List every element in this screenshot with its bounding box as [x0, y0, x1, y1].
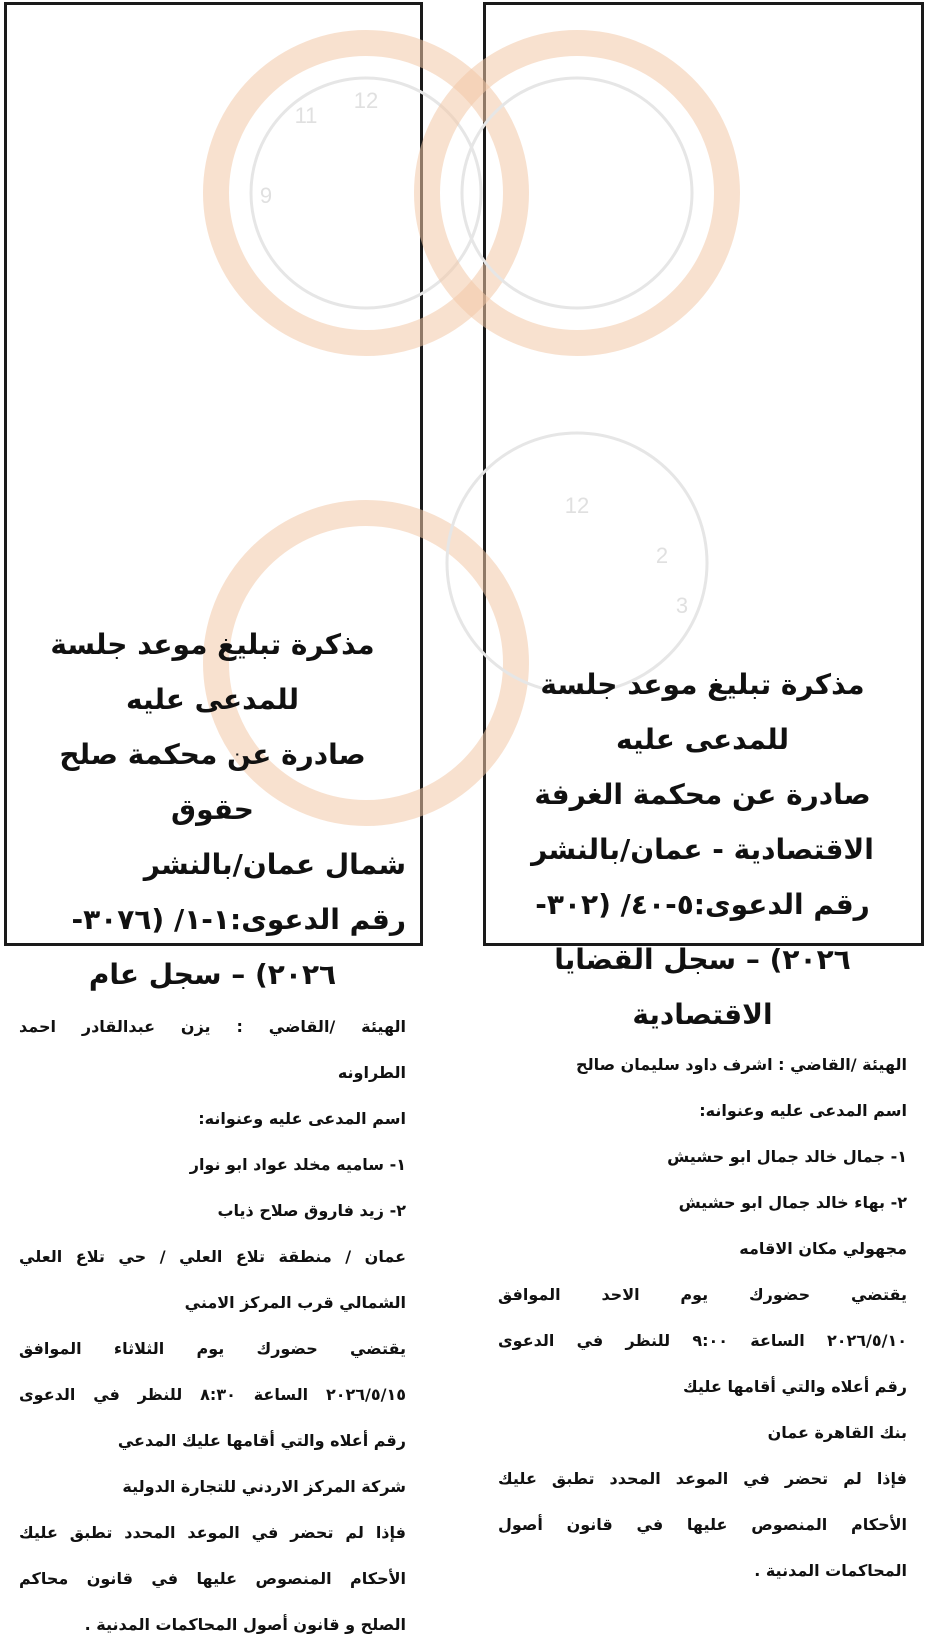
body-line: رقم أعلاه والتي أقامها عليك المدعي — [117, 1431, 406, 1450]
title-line: رقم الدعوى:٥-٤٠/ (٣٠٢- — [535, 888, 870, 921]
body-line: فإذا لم تحضر في الموعد المحدد تطبق عليك — [19, 1523, 406, 1542]
body-line: الأحكام المنصوص عليها في قانون أصول — [498, 1515, 907, 1534]
body-line: الطراونه — [337, 1063, 406, 1082]
svg-text:11: 11 — [294, 103, 318, 128]
svg-text:12: 12 — [353, 88, 379, 113]
body-line: مجهولي مكان الاقامه — [739, 1239, 907, 1258]
body-line: الأحكام المنصوص عليها في قانون محاكم — [19, 1569, 406, 1588]
title-line: شمال عمان/بالنشر — [143, 848, 406, 881]
title-line: الاقتصادية - عمان/بالنشر — [531, 833, 874, 866]
notice-right-title — [498, 657, 907, 1042]
body-line: اسم المدعى عليه وعنوانه: — [699, 1101, 907, 1120]
title-line: للمدعى عليه — [125, 683, 300, 716]
body-line: رقم أعلاه والتي أقامها عليك — [682, 1377, 907, 1396]
notice-left — [4, 2, 423, 1634]
title-line: مذكرة تبليغ موعد جلسة — [540, 668, 865, 701]
body-line: المحاكمات المدنية . — [754, 1561, 907, 1580]
body-line: ٢- بهاء خالد جمال ابو حشيش — [678, 1193, 907, 1212]
notice-left-body — [19, 1004, 406, 1648]
title-line: صادرة عن محكمة صلح حقوق — [59, 738, 366, 826]
body-line: شركة المركز الاردني للتجارة الدولية — [122, 1477, 406, 1496]
body-line: الصلح و قانون أصول المحاكمات المدنية . — [84, 1615, 406, 1634]
body-line: عمان / منطقة تلاع العلي / حي تلاع العلي — [19, 1247, 406, 1266]
svg-text:3: 3 — [675, 593, 689, 618]
body-line: ٢٠٢٦/٥/١٠ الساعة ٩:٠٠ للنظر في الدعوى — [498, 1331, 908, 1350]
svg-text:9: 9 — [259, 183, 273, 208]
body-line: ٢- زيد فاروق صلاح ذياب — [217, 1201, 406, 1220]
body-line: يقتضي حضورك يوم الثلاثاء الموافق — [19, 1339, 406, 1358]
body-line: ٢٠٢٦/٥/١٥ الساعة ٨:٣٠ للنظر في الدعوى — [19, 1385, 406, 1404]
title-line: صادرة عن محكمة الغرفة — [534, 778, 871, 811]
clock-watermark-icon — [487, 3, 847, 643]
body-line: ١- ساميه مخلد عواد ابو نوار — [189, 1155, 406, 1174]
body-line: يقتضي حضورك يوم الاحد الموافق — [498, 1285, 907, 1304]
title-line: ٢٠٢٦) – سجل عام — [88, 958, 337, 991]
notice-left-title — [19, 617, 406, 1002]
clock-watermark-icon — [206, 23, 526, 623]
svg-text:2: 2 — [655, 543, 669, 568]
body-line: الهيئة /القاضي : اشرف داود سليمان صالح — [576, 1055, 907, 1074]
title-line: الاقتصادية — [632, 998, 773, 1031]
body-line: الهيئة /القاضي : يزن عبدالقادر احمد — [19, 1017, 406, 1036]
title-line: مذكرة تبليغ موعد جلسة — [50, 628, 375, 661]
body-line: ١- جمال خالد جمال ابو حشيش — [667, 1147, 907, 1166]
body-line: اسم المدعى عليه وعنوانه: — [198, 1109, 406, 1128]
body-line: بنك القاهرة عمان — [767, 1423, 907, 1442]
notice-right — [483, 2, 924, 1580]
body-line: الشمالي قرب المركز الامني — [184, 1293, 406, 1312]
title-line: للمدعى عليه — [615, 723, 790, 756]
title-line: ٢٠٢٦) – سجل القضايا — [554, 943, 851, 976]
svg-text:12: 12 — [564, 493, 590, 518]
body-line: فإذا لم تحضر في الموعد المحدد تطبق عليك — [498, 1469, 907, 1488]
title-line: رقم الدعوى:١-١/ (٣٠٧٦- — [71, 903, 406, 936]
notice-right-body — [498, 1042, 907, 1594]
